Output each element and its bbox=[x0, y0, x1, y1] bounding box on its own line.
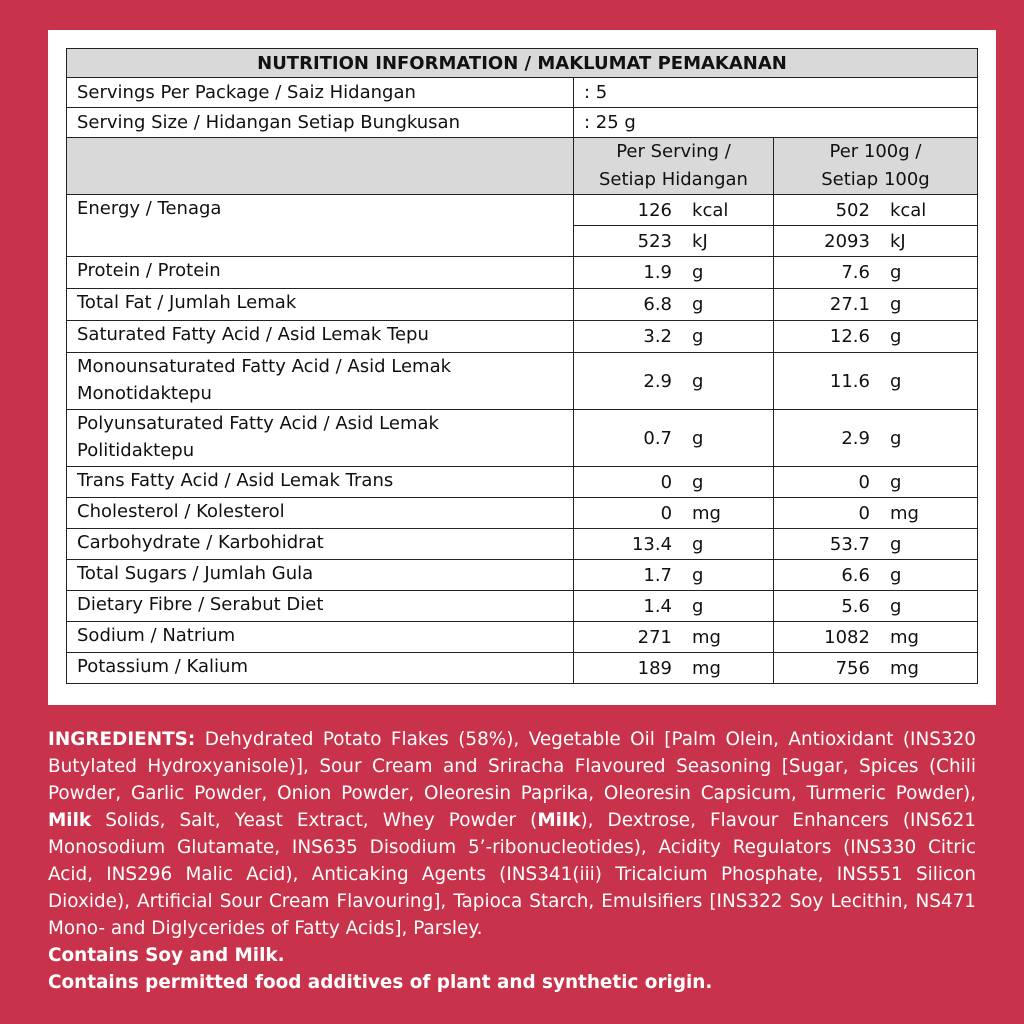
nutrient-value: 756 bbox=[835, 657, 870, 679]
nutrient-label: Protein / Protein bbox=[67, 257, 574, 289]
nutrient-label-line2: Politidaktepu bbox=[77, 440, 195, 461]
nutrient-row bbox=[67, 289, 978, 321]
nutrient-value: 2.9 bbox=[841, 427, 870, 449]
serving-size-label: Serving Size / Hidangan Setiap Bungkusan bbox=[67, 108, 574, 138]
servings-per-package-value: : 5 bbox=[574, 78, 978, 108]
nutrient-label: Dietary Fibre / Serabut Diet bbox=[67, 591, 574, 622]
header-per-serving-line2: Setiap Hidangan bbox=[598, 169, 748, 190]
nutrient-row bbox=[67, 591, 978, 622]
nutrient-value: 0 bbox=[858, 502, 870, 524]
nutrient-value: 3.2 bbox=[643, 326, 673, 347]
nutrient-label: Potassium / Kalium bbox=[67, 653, 574, 684]
servings-per-package-label: Servings Per Package / Saiz Hidangan bbox=[67, 78, 574, 108]
energy-kcal-per-serving: 126 bbox=[637, 199, 673, 221]
nutrient-label bbox=[67, 410, 574, 467]
per-serving-cell bbox=[574, 560, 774, 591]
per-serving-cell bbox=[574, 622, 774, 653]
per-serving-cell bbox=[574, 498, 774, 529]
allergen-statement: Contains Soy and Milk. bbox=[48, 945, 285, 966]
header-per-100g-line2: Setiap 100g bbox=[821, 169, 930, 190]
nutrient-row bbox=[67, 653, 978, 684]
ingredients-segment: Solids, Salt, Yeast Extract, Whey Powder ( bbox=[91, 810, 538, 831]
nutrient-row bbox=[67, 410, 978, 467]
per-100g-cell bbox=[773, 289, 977, 321]
nutrition-panel bbox=[48, 30, 996, 705]
energy-kcal-per-100g: 502 bbox=[835, 199, 870, 221]
nutrient-label: Carbohydrate / Karbohidrat bbox=[67, 529, 574, 560]
nutrient-value: 0 bbox=[660, 502, 673, 524]
nutrient-row bbox=[67, 529, 978, 560]
per-100g-cell bbox=[773, 321, 977, 353]
nutrient-unit: g bbox=[889, 471, 902, 493]
nutrient-value: 271 bbox=[637, 626, 673, 648]
energy-kcal-unit: kcal bbox=[692, 199, 729, 221]
nutrient-unit: g bbox=[889, 294, 902, 315]
nutrient-unit: g bbox=[889, 564, 902, 586]
per-serving-cell bbox=[574, 529, 774, 560]
nutrient-value: 189 bbox=[637, 657, 673, 679]
per-100g-cell bbox=[773, 653, 977, 684]
nutrient-unit: g bbox=[889, 262, 902, 283]
nutrient-value: 13.4 bbox=[631, 533, 673, 555]
per-serving-cell bbox=[574, 353, 774, 410]
nutrient-value: 5.6 bbox=[841, 595, 870, 617]
nutrient-value: 11.6 bbox=[829, 370, 870, 392]
energy-kj-unit-100g: kJ bbox=[889, 230, 906, 252]
per-100g-cell bbox=[773, 560, 977, 591]
nutrient-value: 7.6 bbox=[841, 262, 870, 283]
nutrient-unit: g bbox=[692, 471, 704, 493]
nutrient-unit: mg bbox=[692, 657, 721, 679]
nutrient-unit: g bbox=[889, 595, 902, 617]
nutrient-unit: mg bbox=[692, 626, 721, 648]
nutrient-value: 0 bbox=[858, 471, 870, 493]
nutrient-unit: g bbox=[692, 326, 704, 347]
per-serving-cell bbox=[574, 591, 774, 622]
header-per-serving bbox=[574, 138, 774, 195]
per-100g-cell bbox=[773, 410, 977, 467]
per-100g-cell bbox=[773, 467, 977, 498]
nutrient-unit: mg bbox=[692, 502, 721, 524]
per-100g-cell bbox=[773, 498, 977, 529]
per-100g-cell bbox=[773, 257, 977, 289]
nutrient-unit: g bbox=[889, 533, 902, 555]
nutrient-row bbox=[67, 622, 978, 653]
nutrient-unit: g bbox=[692, 533, 704, 555]
nutrient-value: 12.6 bbox=[829, 326, 870, 347]
nutrient-value: 1.4 bbox=[643, 595, 673, 617]
nutrient-label: Sodium / Natrium bbox=[67, 622, 574, 653]
nutrient-unit: g bbox=[889, 326, 902, 347]
nutrient-value: 1.7 bbox=[643, 564, 673, 586]
nutrient-value: 2.9 bbox=[643, 370, 673, 392]
per-serving-cell bbox=[574, 467, 774, 498]
nutrient-row bbox=[67, 257, 978, 289]
energy-kj-per-serving: 523 bbox=[637, 230, 673, 252]
nutrient-value: 0.7 bbox=[643, 427, 673, 449]
nutrient-unit: mg bbox=[889, 502, 919, 524]
additives-statement: Contains permitted food additives of plant and synthetic origin. bbox=[48, 972, 713, 993]
nutrient-value: 6.6 bbox=[841, 564, 870, 586]
per-100g-cell bbox=[773, 353, 977, 410]
nutrient-label: Cholesterol / Kolesterol bbox=[67, 498, 574, 529]
nutrient-unit: g bbox=[692, 294, 704, 315]
nutrient-unit: mg bbox=[889, 626, 919, 648]
nutrient-value: 1.9 bbox=[643, 262, 673, 283]
nutrient-row bbox=[67, 498, 978, 529]
nutrient-unit: g bbox=[692, 427, 704, 449]
nutrient-unit: g bbox=[692, 370, 704, 392]
per-serving-cell bbox=[574, 289, 774, 321]
ingredients-text bbox=[48, 729, 976, 939]
nutrient-label: Total Fat / Jumlah Lemak bbox=[67, 289, 574, 321]
energy-row-kcal bbox=[67, 195, 978, 226]
energy-kcal-unit-100g: kcal bbox=[889, 199, 927, 221]
allergen-highlight: Milk bbox=[48, 810, 92, 831]
nutrient-unit: mg bbox=[889, 657, 919, 679]
per-serving-cell bbox=[574, 257, 774, 289]
ingredients-paragraph bbox=[48, 726, 976, 942]
nutrient-row bbox=[67, 467, 978, 498]
nutrient-unit: g bbox=[889, 370, 902, 392]
nutrition-title: NUTRITION INFORMATION / MAKLUMAT PEMAKANAN bbox=[67, 49, 978, 78]
per-serving-cell bbox=[574, 410, 774, 467]
nutrient-label-line1: Monounsaturated Fatty Acid / Asid Lemak bbox=[77, 356, 452, 377]
header-blank bbox=[67, 138, 574, 195]
nutrient-row bbox=[67, 321, 978, 353]
nutrient-row bbox=[67, 353, 978, 410]
allergen-highlight: Milk bbox=[537, 810, 581, 831]
per-serving-cell bbox=[574, 653, 774, 684]
nutrient-unit: g bbox=[692, 564, 704, 586]
energy-kj-unit: kJ bbox=[692, 230, 708, 252]
nutrient-value: 0 bbox=[660, 471, 673, 493]
ingredients-segment: ), Dextrose, Flavour Enhancers (INS621 Monosodium Glutamate, INS635 Disodium 5’-ribonucleotides), Acidity Regulators (INS330 Citric Acid, INS296 Malic Acid), Anticaking Agents (INS341(iii) Tricalcium Phosphate, INS551 Silicon Dioxide), Artificial Sour Cream Flavouring], Tapioca Starch, Emulsifiers [INS322 Soy Lecithin, NS471 Mono- and Diglycerides of Fatty Acids], Parsley. bbox=[48, 810, 976, 939]
nutrient-unit: g bbox=[692, 262, 704, 283]
per-serving-cell bbox=[574, 321, 774, 353]
nutrient-value: 1082 bbox=[824, 626, 870, 648]
serving-size-value: : 25 g bbox=[574, 108, 978, 138]
per-100g-cell bbox=[773, 529, 977, 560]
energy-kj-per-100g: 2093 bbox=[824, 230, 870, 252]
per-100g-cell bbox=[773, 622, 977, 653]
per-100g-cell bbox=[773, 591, 977, 622]
nutrient-label-line1: Polyunsaturated Fatty Acid / Asid Lemak bbox=[77, 413, 439, 434]
ingredients-segment: Dehydrated Potato Flakes (58%), Vegetable Oil [Palm Olein, Antioxidant (INS320 Butylated Hydroxyanisole)], Sour Cream and Sriracha Flavoured Seasoning [Sugar, Spices (Chili Powder, Garlic Powder, Onion Powder, Oleoresin Paprika, Oleoresin Capsicum, Turmeric Powder), bbox=[48, 729, 976, 804]
nutrient-label: Total Sugars / Jumlah Gula bbox=[67, 560, 574, 591]
header-per-serving-line1: Per Serving / bbox=[616, 141, 731, 162]
header-per-100g-line1: Per 100g / bbox=[829, 141, 922, 162]
nutrient-label bbox=[67, 353, 574, 410]
nutrient-unit: g bbox=[889, 427, 902, 449]
nutrient-label: Trans Fatty Acid / Asid Lemak Trans bbox=[67, 467, 574, 498]
nutrient-value: 53.7 bbox=[829, 533, 870, 555]
nutrient-label: Saturated Fatty Acid / Asid Lemak Tepu bbox=[67, 321, 574, 353]
nutrient-row bbox=[67, 560, 978, 591]
nutrition-table bbox=[66, 48, 978, 684]
energy-label: Energy / Tenaga bbox=[67, 195, 574, 257]
nutrient-unit: g bbox=[692, 595, 704, 617]
header-per-100g bbox=[773, 138, 977, 195]
nutrient-value: 6.8 bbox=[643, 294, 673, 315]
nutrient-label-line2: Monotidaktepu bbox=[77, 383, 212, 404]
ingredients-heading: INGREDIENTS: bbox=[48, 729, 196, 750]
nutrient-value: 27.1 bbox=[829, 294, 870, 315]
